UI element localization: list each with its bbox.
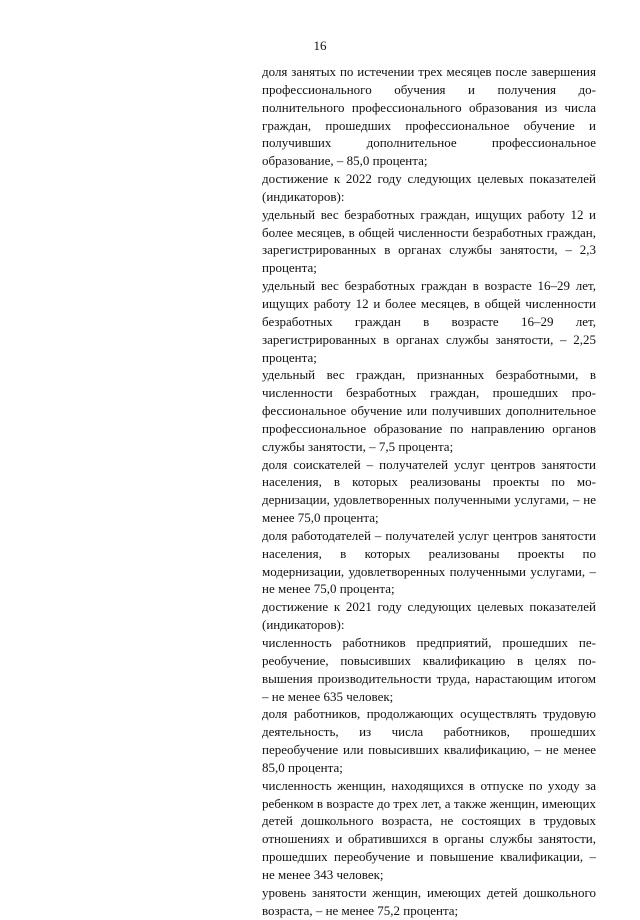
paragraph: достижение к 2021 году следующих целевых показателей (индикаторов):	[262, 599, 596, 633]
paragraph: численность работников предприятий, прошедших переобучение, повысивших квалификацию в целях повышения производительности труда, нарастающим итогом – не менее 635 человек;	[262, 635, 596, 704]
paragraph: уровень занятости женщин, имеющих детей дошкольного возраста, – не менее 75,2 процента;	[262, 884, 596, 918]
page-number: 16	[313, 38, 327, 53]
paragraph: удельный вес безработных граждан, ищущих работу 12 и более месяцев, в общей численности безработных граждан, зарегистрированных в органах службы занятости, – 2,3 процента;	[262, 206, 596, 276]
paragraph: доля работников, продолжающих осуществлять трудовую деятельность, из числа работников, прошедших переобучение или повысивших квалификацию, – не менее 85,0 процента;	[262, 706, 596, 775]
paragraph: удельный вес безработных граждан в возрасте 16–29 лет, ищущих работу 12 и более месяцев, в общей численности безработных граждан в возрасте 16–29 лет, зарегистрированных в органах службы занятости, – 2,25 процента;	[262, 278, 596, 365]
paragraph: достижение к 2022 году следующих целевых показателей (индикаторов):	[262, 171, 596, 204]
paragraph: доля занятых по истечении трех месяцев после завершения профессионального обучения и получения дополнительного профессионального образования из числа граждан, прошедших профессиональное обучение и получивших дополнительное профессиональное образование, – 85,0 процента;	[262, 64, 596, 169]
paragraph: доля работодателей – получателей услуг центров занятости населения, в которых реализованы проекты по модернизации, удовлетворенных полученными услугами, – не менее 75,0 процента;	[262, 527, 596, 597]
paragraph: численность женщин, находящихся в отпуске по уходу за ребенком в возрасте до трех лет, а также женщин, имеющих детей дошкольного возраста, не состоящих в трудовых отношениях и обратившихся в органы службы занятости, прошедших переобучение и повышение квалификации, – не менее 343 человек;	[262, 777, 596, 882]
document-body	[262, 63, 596, 920]
paragraph: доля соискателей – получателей услуг центров занятости населения, в которых реализованы проекты по модернизации, удовлетворенных полученными услугами, – не менее 75,0 процента;	[262, 456, 596, 526]
paragraph: удельный вес граждан, признанных безработными, в численности безработных граждан, прошедших профессиональное обучение или получивших дополнительное профессиональное образование по направлению органов службы занятости, – 7,5 процента;	[262, 367, 596, 454]
